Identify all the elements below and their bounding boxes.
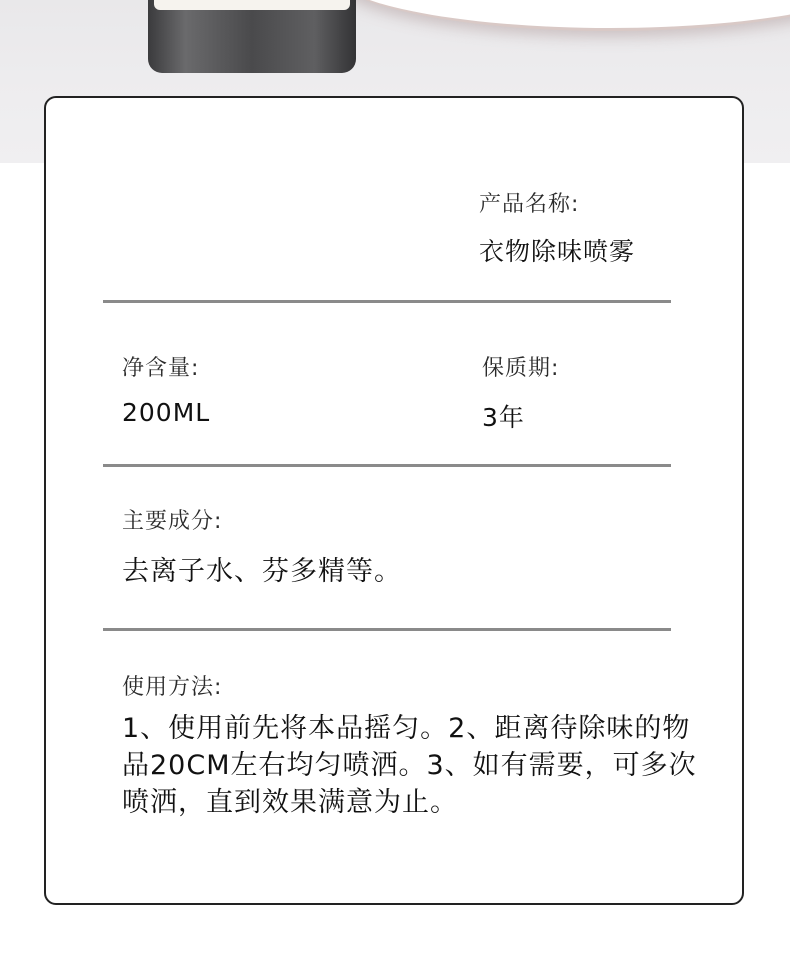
divider [103, 628, 671, 631]
divider [103, 464, 671, 467]
product-name-label: 产品名称: [479, 192, 580, 217]
usage-value: 1、使用前先将本品摇匀。2、距离待除味的物 品20CM左右均匀喷洒。3、如有需要，可多次 喷洒，直到效果满意为止。 [122, 713, 697, 818]
shelf-life-value: 3年 [482, 403, 525, 432]
decorative-disc [330, 0, 790, 31]
bottle-label [154, 0, 350, 10]
ingredients-value: 去离子水、芬多精等。 [122, 556, 402, 587]
shelf-life-label: 保质期: [482, 356, 560, 381]
usage-label: 使用方法: [122, 675, 223, 700]
net-content-value: 200ML [122, 398, 211, 427]
divider [103, 300, 671, 303]
product-name-value: 衣物除味喷雾 [479, 237, 636, 266]
product-info-card [44, 96, 744, 905]
ingredients-label: 主要成分: [122, 509, 223, 534]
net-content-label: 净含量: [122, 356, 200, 381]
product-bottle-image [148, 0, 356, 73]
